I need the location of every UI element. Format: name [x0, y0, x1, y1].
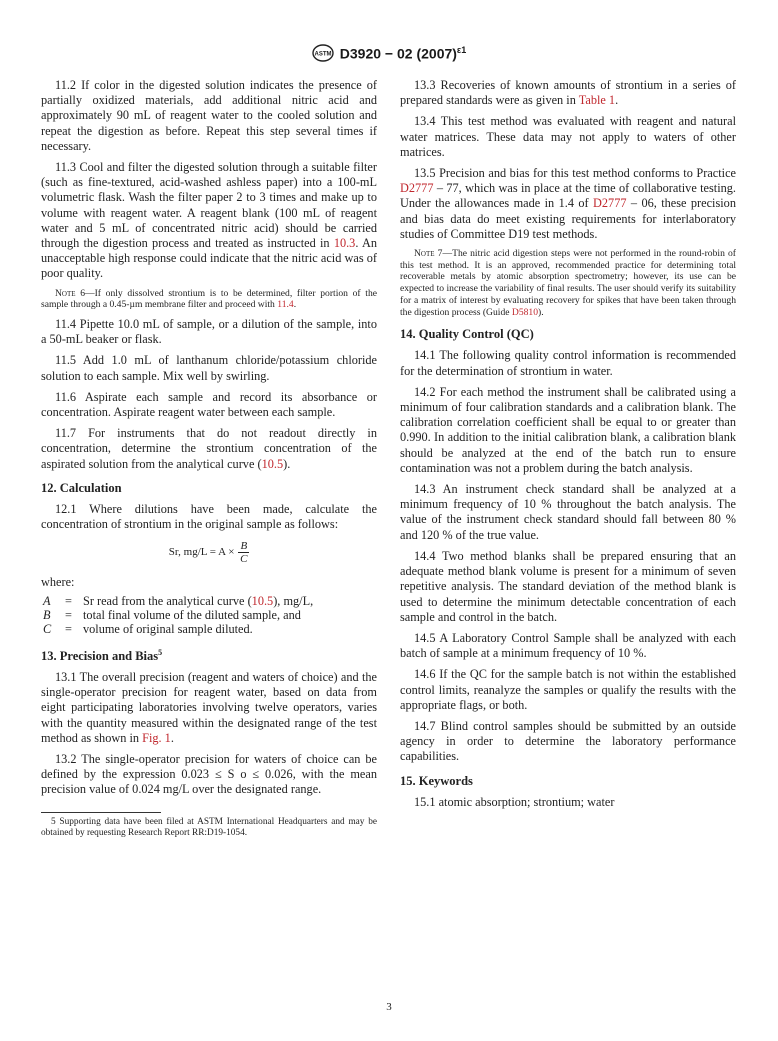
definition-row: C = volume of original sample diluted.: [43, 621, 253, 636]
paragraph-14-7: 14.7 Blind control samples should be submitted by an outside agency in order to determine the laboratory performance capabilities.: [400, 718, 736, 764]
definition-row: B = total final volume of the diluted sample, and: [43, 607, 301, 622]
paragraph-12-1: 12.1 Where dilutions have been made, calculate the concentration of strontium in the original sample as follows:: [41, 502, 377, 532]
paragraph-13-5: 13.5 Precision and bias for this test method conforms to Practice D2777 – 77, which was in place at the time of collaborative testing. Under the allowances made in 1.4 of D2777 – 06, these precision and bias data do meet existing requirements for interlaboratory studies of Committee D19 test methods.: [400, 166, 736, 241]
paragraph-13-1: 13.1 The overall precision (reagent and waters of choice) and the single-operator precision for reagent water, based on data from eight participating laboratories involving twelve operators, varies with the quantity measured within the designated range of the test method as shown in Fig. 1.: [41, 670, 377, 745]
paragraph-14-2: 14.2 For each method the instrument shall be calibrated using a minimum of four calibration standards and a calibration blank. The calibration correlation coefficient shall be equal to or greater than 0.990. In addition to the initial calibration blank, a calibration blank should be analyzed at the end of the batch run to ensure contamination was not a problem during the batch analysis.: [400, 384, 736, 475]
paragraph-13-4: 13.4 This test method was evaluated with reagent and natural water matrices. These data may not apply to waters of other matrices.: [400, 114, 736, 159]
paragraph-11-3: 11.3 Cool and filter the digested solution through a suitable filter (such as fine-textured, acid-washed ashless paper) into a 100-mL volumetric flask. Wash the filter paper 2 to 3 times and make up to volume with reagent water. A reagent blank (100 mL of reagent water and 5 mL of concentrated nitric acid) should be carried through the digestion process and treated as instructed in 10.3. An unacceptable high response could indicate that the nitric acid was of poor quality.: [41, 160, 377, 281]
formula: Sr, mg/L = A × $\frac{B}{C}$: [168, 540, 248, 566]
footnote-divider: [41, 812, 161, 813]
paragraph-11-4: 11.4 Pipette 10.0 mL of sample, or a dilution of the sample, into a 50-mL beaker or flask.: [41, 317, 377, 347]
section-heading-13: 13. Precision and Bias$^5$: [41, 647, 163, 663]
footnote-5: 5 Supporting data have been filed at ASTM International Headquarters and may be obtained by requesting Research Report RR:D19-1054.: [41, 816, 377, 838]
paragraph-11-5: 11.5 Add 1.0 mL of lanthanum chloride/potassium chloride solution to each sample. Mix well by swirling.: [41, 353, 377, 383]
ref-link-10-5[interactable]: 10.5: [251, 593, 274, 608]
ref-link-10-3[interactable]: 10.3: [333, 236, 356, 251]
svg-text:ASTM: ASTM: [314, 51, 332, 58]
definition-row: A = Sr read from the analytical curve (10.5), mg/L,: [43, 593, 314, 608]
note-7: Note 7—The nitric acid digestion steps were not performed in the round-robin of this test method. It is an approved, recommended practice for determining total recoverable metals by atomic absorption spectrometry; however, its use can be expected to increase the variability of final results. The user should verify its suitability for a matrix of interest by evaluating recovery for spikes that have been taken through the digestion process (Guide D5810).: [400, 248, 736, 318]
paragraph-14-5: 14.5 A Laboratory Control Sample shall be analyzed with each batch of sample at a minimum frequency of 10 %.: [400, 630, 736, 661]
ref-link-11-4[interactable]: 11.4: [277, 299, 294, 311]
paragraph-11-2: 11.2 If color in the digested solution indicates the presence of partially oxidized materials, add additional nitric acid and approximately 90 mL of reagent water to the cooled solution and repeat the digestion as before. Repeat this step several times if necessary.: [41, 78, 377, 153]
paragraph-14-4: 14.4 Two method blanks shall be prepared ensuring that an adequate method blank volume is present for a minimum of seven repetitive analysis. The standard deviation of the method blank is used to determine the minimum detectable concentration of each sample and control in the batch.: [400, 548, 736, 624]
ref-link-fig-1[interactable]: Fig. 1: [142, 730, 171, 745]
paragraph-13-3: 13.3 Recoveries of known amounts of strontium in a series of prepared standards were as given in Table 1.: [400, 78, 736, 108]
paragraph-11-7: 11.7 For instruments that do not readout directly in concentration, determine the strontium concentration of the aspirated solution from the analytical curve (10.5).: [41, 426, 377, 471]
right-column: [400, 78, 736, 816]
astm-logo-icon: [312, 44, 334, 62]
where-label: where:: [41, 575, 75, 590]
document-title: D3920 − 02 $(2007)^{\varepsilon 1}$: [339, 44, 467, 62]
page-number: 3: [386, 1001, 392, 1013]
note-6: Note 6—If only dissolved strontium is to be determined, filter portion of the sample through a 0.45-µm membrane filter and proceed with 11.4.: [41, 287, 378, 311]
section-heading-14: 14. Quality Control (QC): [400, 327, 534, 342]
paragraph-15-1: 15.1 atomic absorption; strontium; water: [414, 794, 615, 809]
paragraph-14-3: 14.3 An instrument check standard shall be analyzed at a minimum frequency of 10 % throughout the batch analysis. The value of the instrument check standard should fall between 80 % and 120 % of the true value.: [400, 482, 736, 542]
paragraph-13-2: 13.2 The single-operator precision for waters of choice can be defined by the expression 0.023 ≤ S o ≤ 0.026, with the mean precision value of 0.024 mg/L over the designated range.: [41, 752, 377, 797]
ref-link-10-5[interactable]: 10.5: [261, 456, 284, 471]
ref-link-d5810[interactable]: D5810: [511, 306, 539, 318]
ref-link-d2777[interactable]: D2777: [400, 181, 434, 196]
paragraph-11-6: 11.6 Aspirate each sample and record its absorbance or concentration. Aspirate reagent water between each sample.: [41, 389, 377, 420]
left-column: [41, 78, 377, 839]
ref-link-table-1[interactable]: Table 1: [578, 93, 616, 108]
section-heading-12: 12. Calculation: [41, 480, 122, 495]
paragraph-14-6: 14.6 If the QC for the sample batch is not within the established control limits, reanalyze the samples or qualify the results with the appropriate flags, or both.: [400, 667, 736, 712]
paragraph-14-1: 14.1 The following quality control information is recommended for the determination of strontium in water.: [400, 348, 736, 378]
page-header: [0, 44, 778, 67]
section-heading-15: 15. Keywords: [400, 773, 473, 788]
ref-link-d2777[interactable]: D2777: [593, 196, 627, 211]
